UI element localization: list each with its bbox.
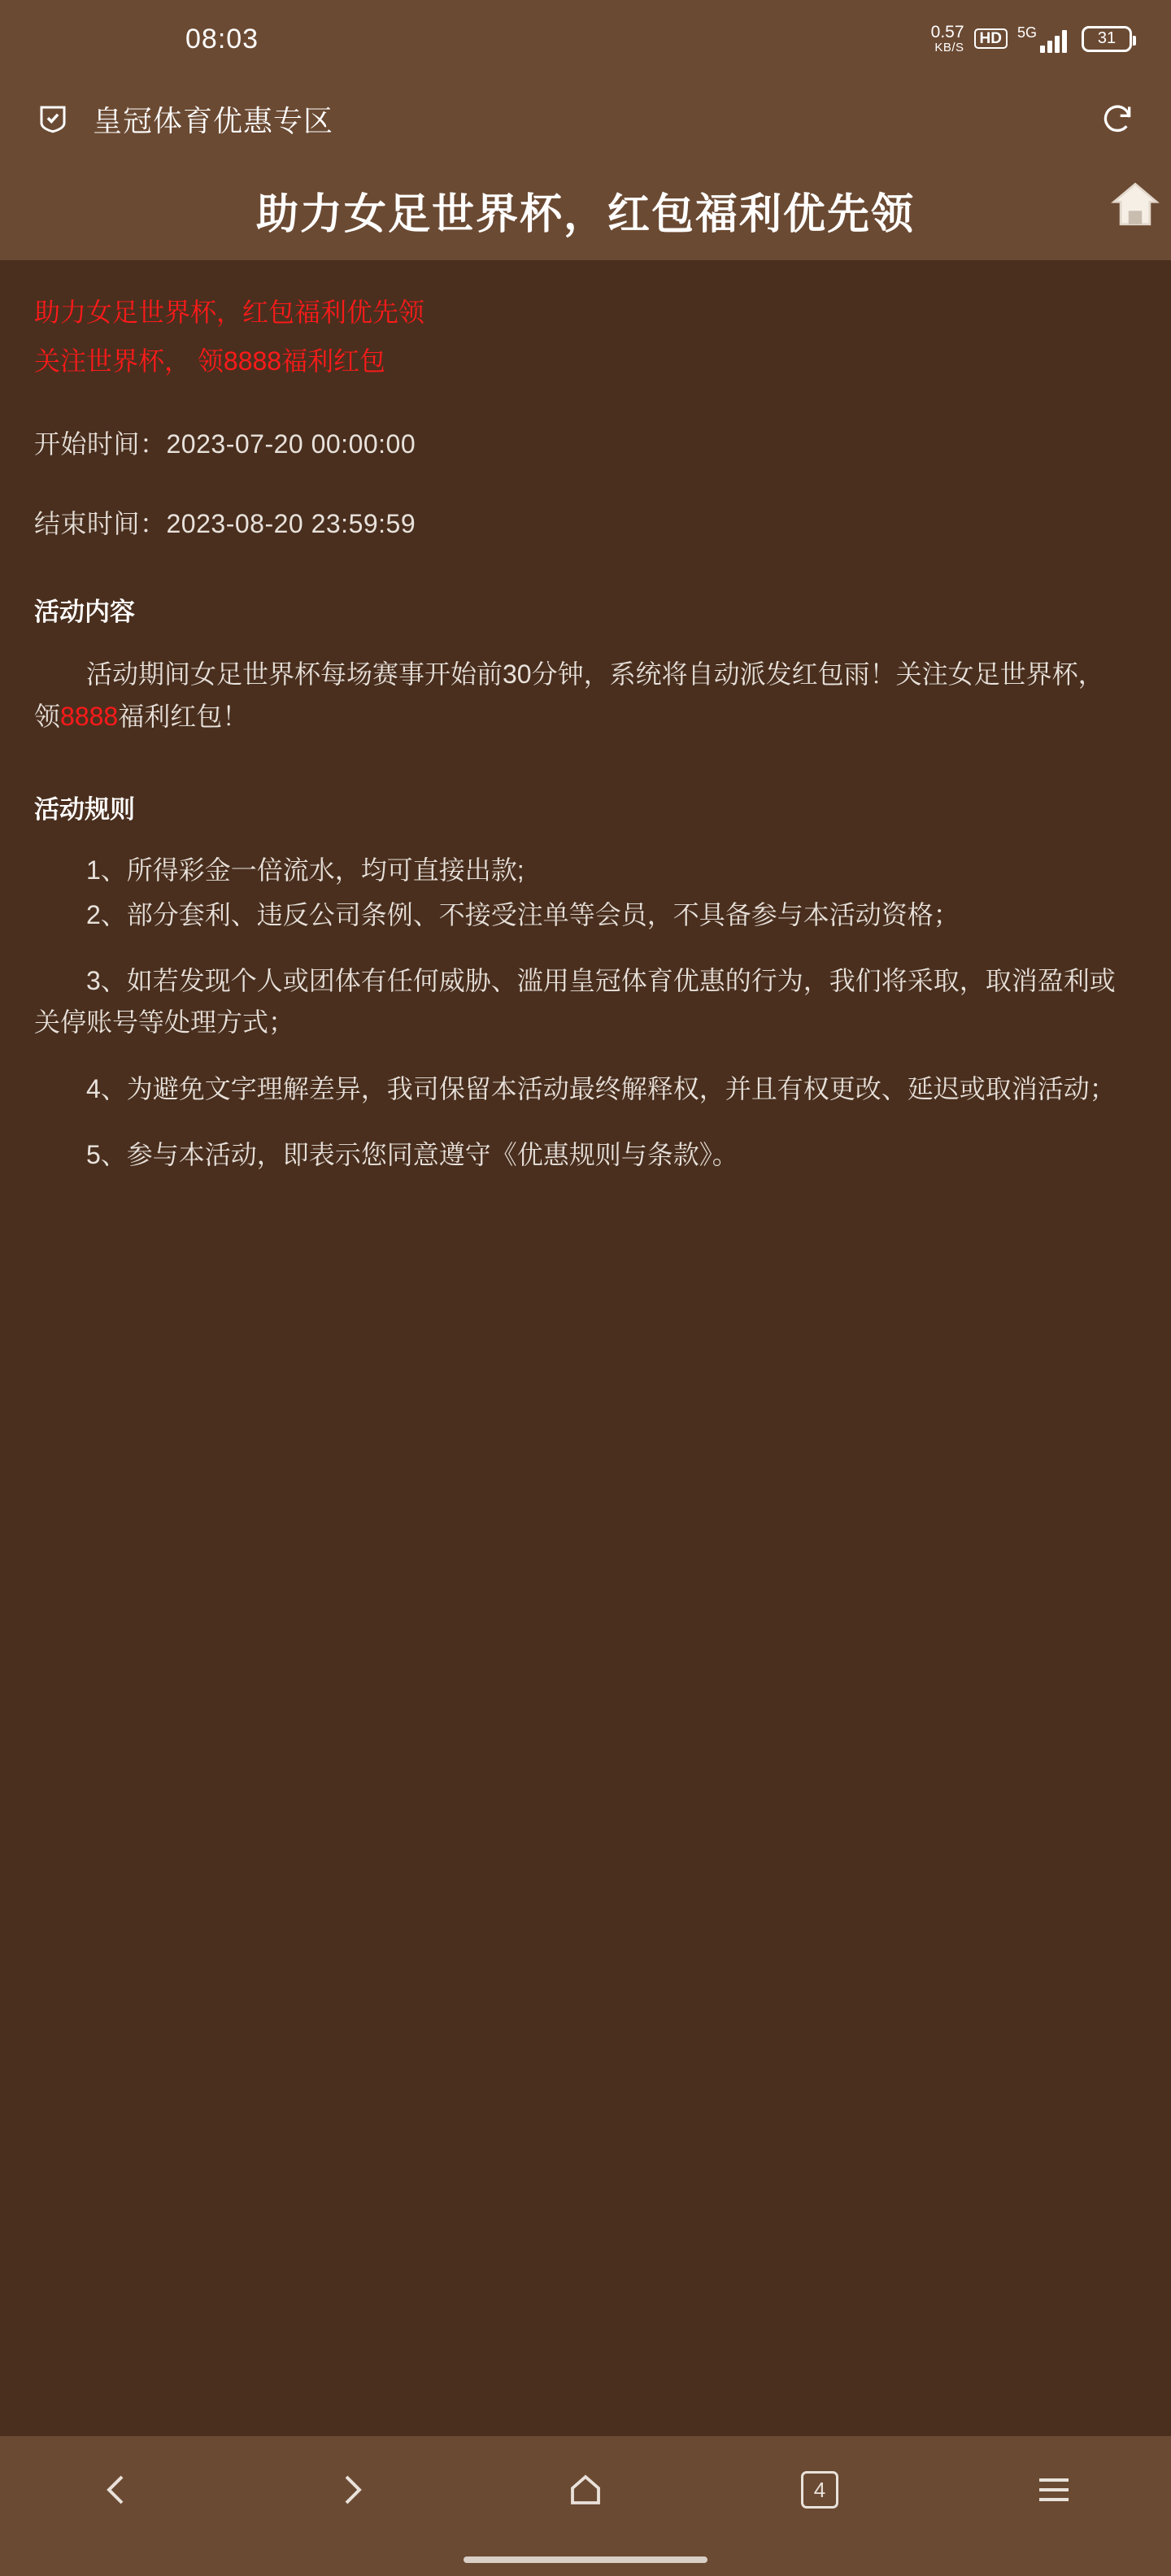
headline-primary: 助力女足世界杯，红包福利优先领 xyxy=(34,298,425,327)
start-time-text: 开始时间：2023-07-20 00:00:00 xyxy=(34,429,416,459)
rule-item: 5、参与本活动，即表示您同意遵守《优惠规则与条款》。 xyxy=(86,1139,738,1169)
network-speed-value: 0.57 xyxy=(930,23,964,42)
chevron-right-icon[interactable] xyxy=(303,2453,400,2526)
headline-secondary: 关注世界杯， 领8888福利红包 xyxy=(34,346,386,376)
rule-item: 2、部分套利、违反公司条例、不接受注单等会员，不具备参与本活动资格； xyxy=(86,900,960,930)
app-bar xyxy=(0,78,1171,159)
home-badge-icon[interactable] xyxy=(1106,177,1164,231)
rule-item: 4、为避免文字理解差异，我司保留本活动最终解释权，并且有权更改、延迟或取消活动； xyxy=(86,1073,1116,1103)
chevron-left-icon[interactable] xyxy=(68,2453,166,2526)
status-time: 08:03 xyxy=(185,23,259,54)
rule-item: 1、所得彩金一倍流水，均可直接出款; xyxy=(86,855,525,885)
page-title: 皇冠体育优惠专区 xyxy=(93,103,334,137)
shield-check-icon xyxy=(36,102,70,136)
signal-bars-icon xyxy=(1040,30,1067,53)
network-speed-unit: KB/S xyxy=(934,41,964,55)
battery-icon xyxy=(1082,26,1132,52)
section-title-rules: 活动规则 xyxy=(34,794,135,824)
tab-counter-button[interactable] xyxy=(771,2453,868,2526)
tab-count-label: 4 xyxy=(801,2471,838,2509)
activity-description-amount: 8888 xyxy=(60,702,119,732)
promo-banner xyxy=(0,159,1171,260)
activity-description xyxy=(34,654,1137,738)
section-title-content: 活动内容 xyxy=(34,598,135,627)
home-icon[interactable] xyxy=(537,2453,634,2526)
hamburger-menu-icon[interactable] xyxy=(1005,2453,1103,2526)
refresh-icon[interactable] xyxy=(1099,101,1135,137)
status-icons xyxy=(931,24,1132,54)
article-content xyxy=(0,260,1171,2436)
rule-item: 3、如若发现个人或团体有任何威胁、滥用皇冠体育优惠的行为，我们将采取，取消盈利或关停账号等处理方式； xyxy=(34,966,1116,1038)
end-time-text: 结束时间：2023-08-20 23:59:59 xyxy=(34,509,416,539)
home-indicator xyxy=(0,2543,1171,2576)
banner-title: 助力女足世界杯，红包福利优先领 xyxy=(255,190,915,238)
hd-icon: HD xyxy=(974,28,1008,49)
activity-description-part-b: 福利红包！ xyxy=(118,702,249,732)
battery-level: 31 xyxy=(1097,29,1117,48)
browser-nav-bar xyxy=(0,2436,1171,2543)
status-bar xyxy=(0,0,1171,78)
network-type-label: 5G xyxy=(1016,24,1037,41)
signal-indicator xyxy=(1017,24,1067,53)
network-speed-indicator xyxy=(931,24,964,54)
activity-description-part-a: 活动期间女足世界杯每场赛事开始前30分钟，系统将自动派发红包雨！关注女足世界杯， 领 xyxy=(34,659,1104,732)
